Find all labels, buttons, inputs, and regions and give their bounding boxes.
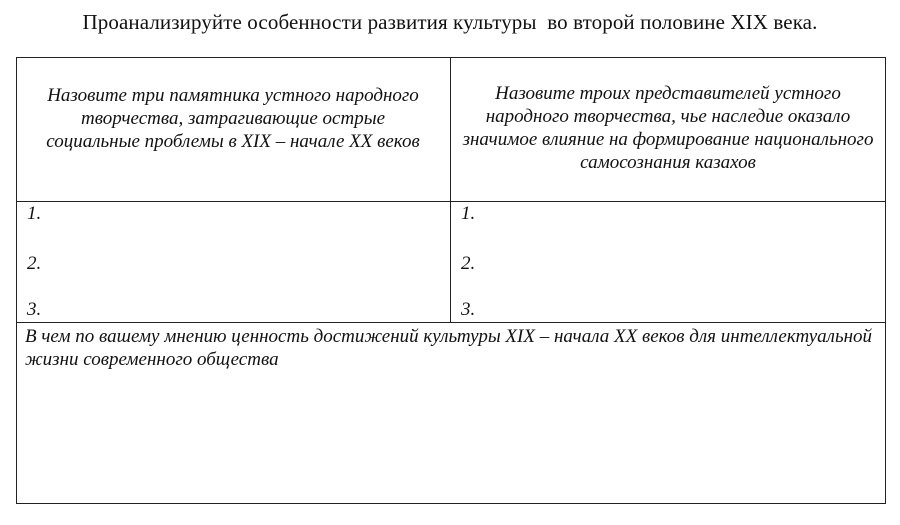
left-answer-number-2: 2. — [27, 253, 42, 274]
right-answer-number-1: 1. — [461, 203, 476, 224]
column-divider — [450, 57, 451, 323]
right-answer-number-2: 2. — [461, 253, 476, 274]
left-column-header: Назовите три памятника устного народного творчества, затрагивающие острые социальные проблемы в XIX – начале XX веков — [46, 85, 420, 152]
answer-row-divider — [16, 322, 886, 323]
right-column-header: Назовите троих представителей устного народного творчества, чье наследие оказало значимое влияние на формирование национального самосознания казахов — [462, 83, 874, 173]
left-answer-number-3: 3. — [27, 299, 42, 320]
left-answer-number-1: 1. — [27, 203, 42, 224]
header-row-divider — [16, 201, 886, 202]
right-answer-number-3: 3. — [461, 299, 476, 320]
page-title: Проанализируйте особенности развития культуры во второй половине XIX века. — [82, 10, 818, 34]
essay-question: В чем по вашему мнению ценность достижений культуры XIX – начала XX веков для интеллектуальной жизни современного общества — [25, 326, 873, 370]
